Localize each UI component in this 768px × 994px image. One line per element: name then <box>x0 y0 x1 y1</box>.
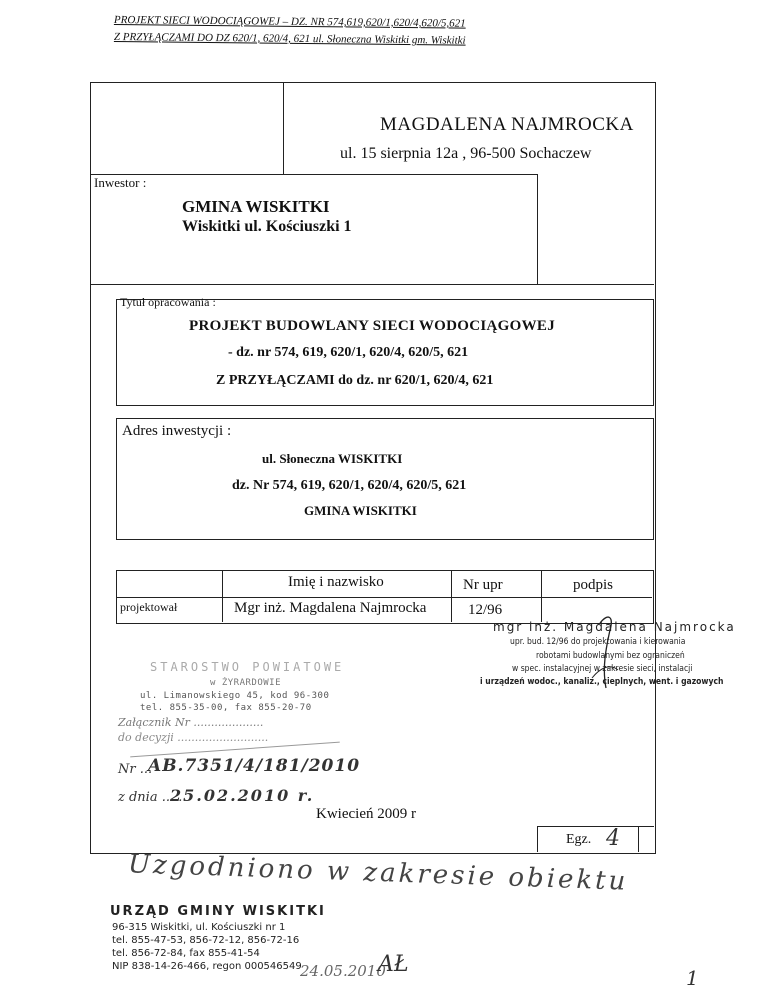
stamp-designer-line-1: mgr inż. Magdalena Najmrocka <box>493 620 736 634</box>
copy-label: Egz. <box>566 832 592 847</box>
copy-value: 4 <box>606 826 620 851</box>
stamp-date-handwritten: 24.05.2010 <box>300 962 386 980</box>
table-col-2 <box>451 570 452 622</box>
office-stamp-nr-label: Nr ... <box>118 762 153 777</box>
office-stamp-line-6: do decyzji .......................... <box>118 731 269 744</box>
table-role: projektował <box>120 600 178 614</box>
title-line-2: - dz. nr 574, 619, 620/1, 620/4, 620/5, 621 <box>228 345 469 360</box>
municipal-stamp-line-4: tel. 856-72-84, fax 855-41-54 <box>112 948 260 959</box>
title-line-1: PROJEKT BUDOWLANY SIECI WODOCIĄGOWEJ <box>189 318 555 334</box>
address-line-2: dz. Nr 574, 619, 620/1, 620/4, 620/5, 621 <box>232 478 467 493</box>
office-stamp-line-1: STAROSTWO POWIATOWE <box>150 660 345 674</box>
header-line-1: PROJEKT SIECI WODOCIĄGOWEJ – DZ. NR 574,619,620/1,620/4,620/5,621 <box>113 14 466 30</box>
table-nr-value: 12/96 <box>468 602 503 618</box>
address-line-1: ul. Słoneczna WISKITKI <box>262 451 403 466</box>
copy-box-top <box>537 826 654 827</box>
investor-label: Inwestor : <box>94 175 147 190</box>
table-header-line <box>116 597 652 598</box>
stamp-designer-line-2: upr. bud. 12/96 do projektowania i kierowania <box>510 637 686 647</box>
designer-name: MAGDALENA NAJMROCKA <box>380 114 634 135</box>
municipal-stamp-line-1: URZĄD GMINY WISKITKI <box>110 904 326 919</box>
table-col-1 <box>222 570 223 622</box>
handwritten-note: Uzgodniono w zakresie obiektu <box>127 849 629 897</box>
investor-address: Wiskitki ul. Kościuszki 1 <box>182 218 352 235</box>
investor-name: GMINA WISKITKI <box>182 197 330 216</box>
title-label: Tytuł opracowania : <box>120 295 216 309</box>
office-stamp-date-label: z dnia ...... <box>118 790 187 805</box>
table-col-3 <box>541 570 542 622</box>
frame-divider-top <box>283 82 284 174</box>
frame-divider-investor <box>90 174 538 175</box>
table-header-nr: Nr upr <box>463 577 503 593</box>
address-label: Adres inwestycji : <box>122 423 232 439</box>
office-stamp-line-4: tel. 855-35-00, fax 855-20-70 <box>140 703 312 713</box>
stamp-signature: AŁ <box>378 952 409 977</box>
office-stamp-line-5: Załącznik Nr .................... <box>118 716 264 729</box>
office-stamp-line-2: w ŻYRARDOWIE <box>210 678 282 688</box>
copy-box-left <box>537 826 538 852</box>
stamp-designer-line-3: robotami budowlanymi bez ograniczeń <box>536 651 685 661</box>
municipal-stamp-line-3: tel. 855-47-53, 856-72-12, 856-72-16 <box>112 935 300 946</box>
frame-divider-right <box>537 174 538 284</box>
signature-mark <box>580 608 640 698</box>
table-header-name: Imię i nazwisko <box>288 574 384 590</box>
stamp-designer-line-5: i urządzeń wodoc., kanaliz., cieplnych, went. i gazowych <box>480 677 724 687</box>
title-line-3: Z PRZYŁĄCZAMI do dz. nr 620/1, 620/4, 621 <box>216 373 494 388</box>
designer-address: ul. 15 sierpnia 12a , 96-500 Sochaczew <box>340 145 592 162</box>
header-line-2: Z PRZYŁĄCZAMI DO DZ 620/1, 620/4, 621 ul. Słoneczna Wiskitki gm. Wiskitki <box>113 31 466 47</box>
municipal-stamp-line-5: NIP 838-14-26-466, regon 000546549 <box>112 961 302 972</box>
office-stamp-line-3: ul. Limanowskiego 45, kod 96-300 <box>140 691 330 701</box>
document-date: Kwiecień 2009 r <box>316 806 416 822</box>
table-header-signature: podpis <box>573 577 614 593</box>
page-number: 1 <box>686 966 699 990</box>
frame-divider-title <box>90 284 654 285</box>
office-stamp-date-value: 25.02.2010 r. <box>170 786 315 805</box>
table-designer-name: Mgr inż. Magdalena Najmrocka <box>234 600 427 616</box>
stamp-designer-line-4: w spec. instalacyjnej w zakresie sieci, instalacji <box>512 664 693 674</box>
copy-box-right <box>638 826 639 852</box>
municipal-stamp-line-2: 96-315 Wiskitki, ul. Kościuszki nr 1 <box>112 922 286 933</box>
address-line-3: GMINA WISKITKI <box>304 503 417 518</box>
office-stamp-nr-value: AB.7351/4/181/2010 <box>148 756 361 776</box>
